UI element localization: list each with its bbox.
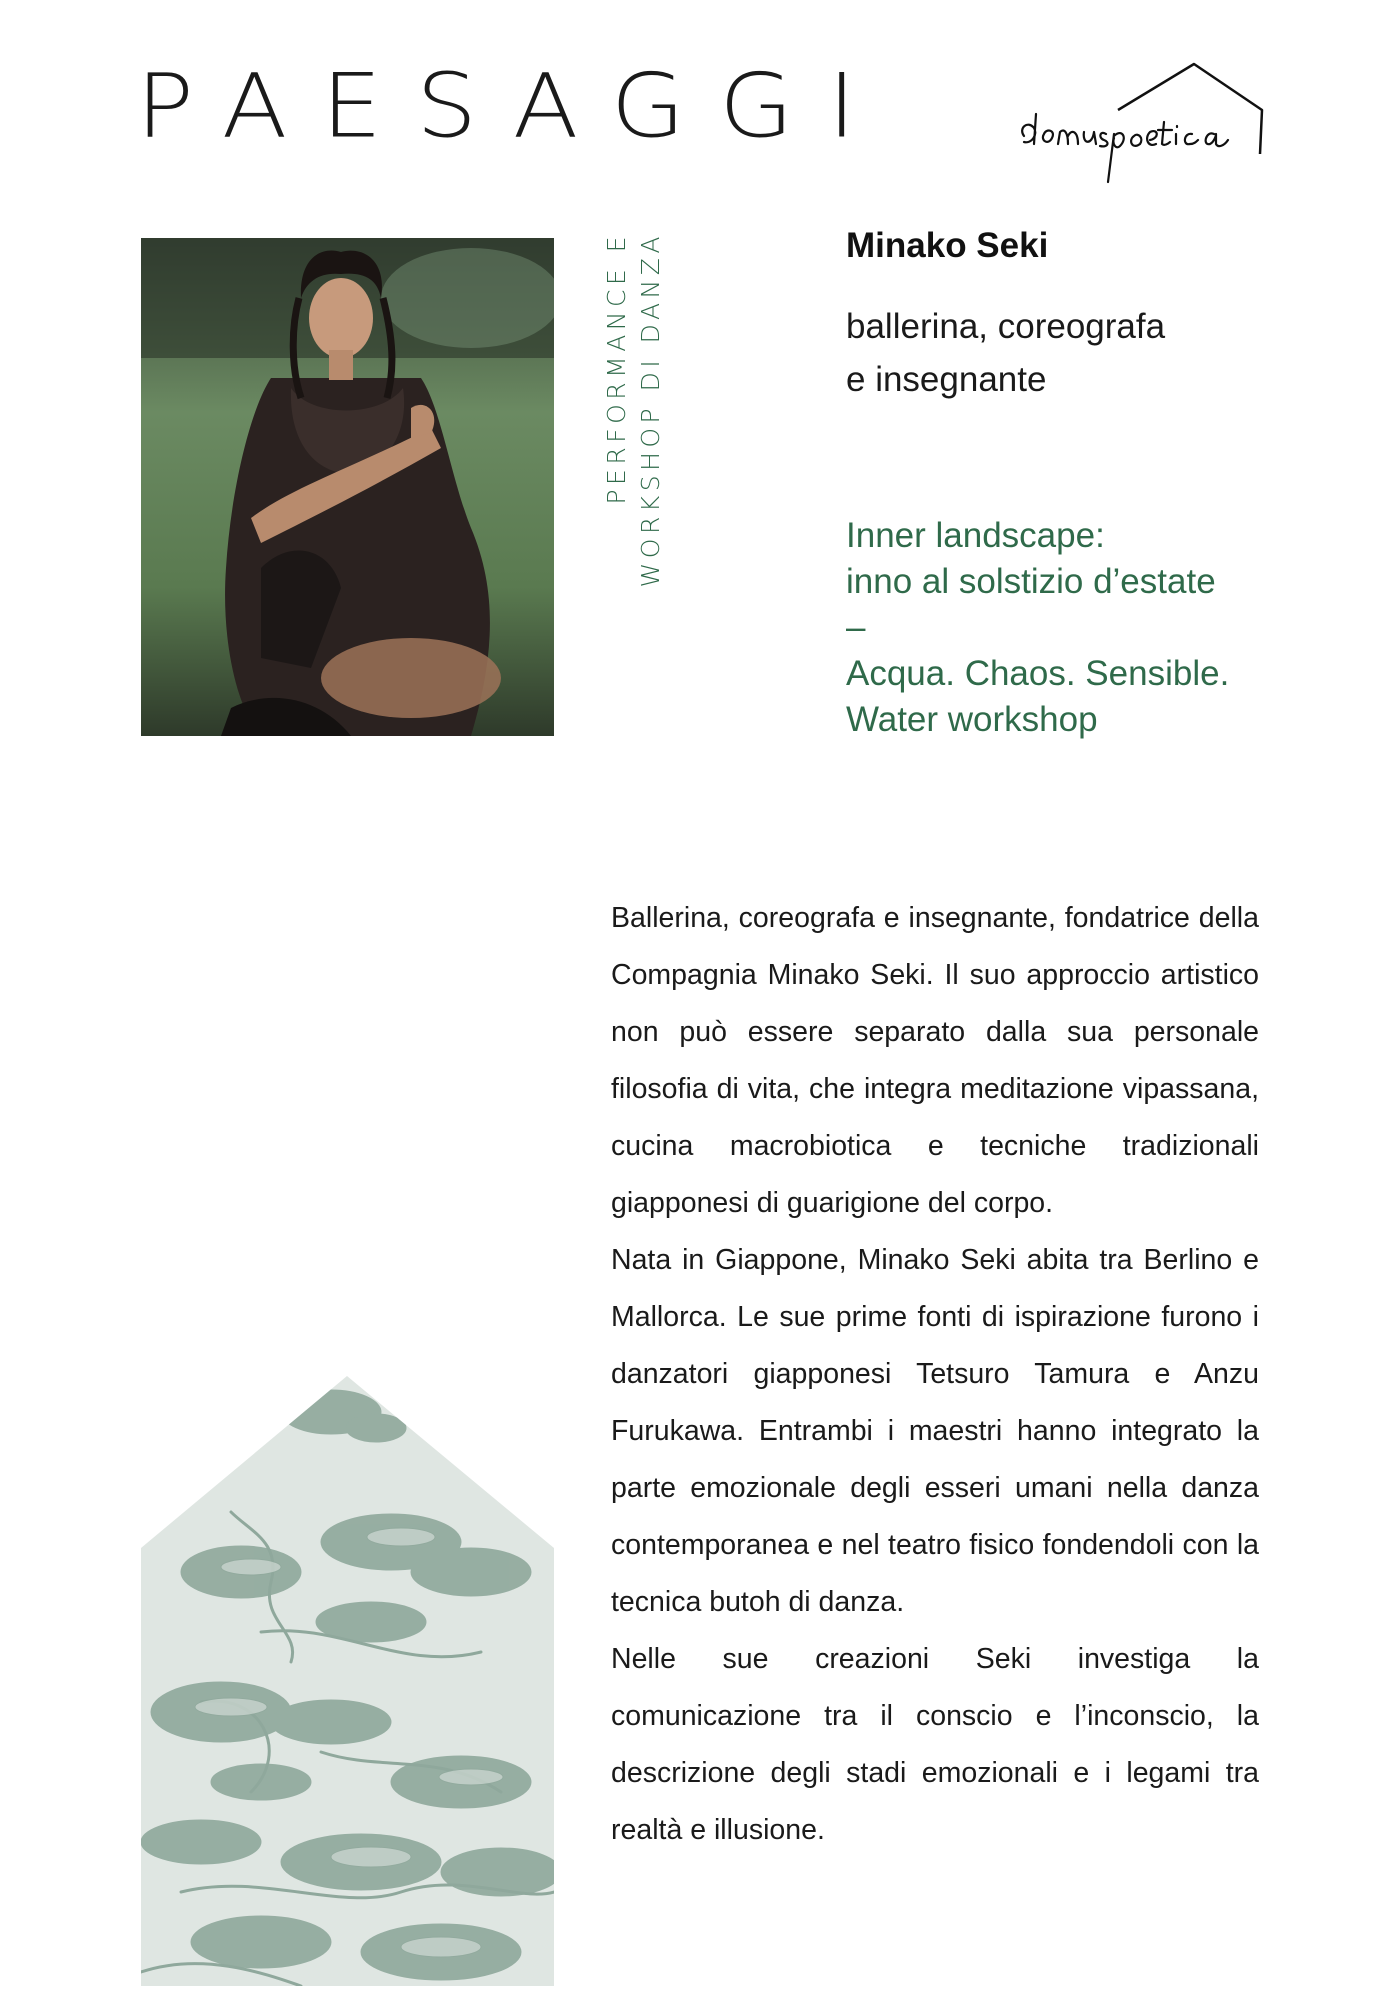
decorative-house-illustration <box>141 1372 554 1986</box>
artist-role-line-1: ballerina, coreografa <box>846 307 1166 346</box>
artist-role <box>846 300 1165 406</box>
domuspoetica-logo <box>1010 58 1270 188</box>
artist-name: Minako Seki <box>846 226 1049 265</box>
artist-photo <box>141 238 554 736</box>
program-line-2: inno al solstizio d’estate <box>846 562 1216 601</box>
page-title: PAESAGGI <box>136 54 890 158</box>
program-separator: – <box>846 608 866 647</box>
program-titles <box>846 513 1229 743</box>
bio-paragraph: Ballerina, coreografa e insegnante, fondatrice della Compagnia Minako Seki. Il suo approccio artistico non può essere separato dalla sua personale filosofia di vita, che integra meditazione vipassana, cucina macrobiotica e tecniche tradizionali giapponesi di guarigione del corpo. <box>611 902 1259 1219</box>
bio-paragraph: Nata in Giappone, Minako Seki abita tra Berlino e Mallorca. Le sue prime fonti di ispirazione furono i danzatori giapponesi Tetsuro Tamura e Anzu Furukawa. Entrambi i maestri hanno integrato la parte emozionale degli esseri umani nella danza contemporanea e nel teatro fisico fondendoli con la tecnica butoh di danza. <box>611 1244 1259 1618</box>
program-line-1: Inner landscape: <box>846 516 1105 555</box>
program-line-3: Acqua. Chaos. Sensible. <box>846 654 1230 693</box>
house-roof-icon <box>1010 58 1270 188</box>
event-type-line-2: WORKSHOP DI DANZA <box>636 232 665 588</box>
event-type-line-1: PERFORMANCE E <box>602 232 631 505</box>
artist-role-line-2: e insegnante <box>846 360 1047 399</box>
bio-paragraph: Nelle sue creazioni Seki investiga la comunicazione tra il conscio e l’inconscio, la descrizione degli stadi emozionali e i legami tra realtà e illusione. <box>611 1643 1259 1846</box>
event-type-label <box>600 232 670 612</box>
program-line-4: Water workshop <box>846 700 1098 739</box>
biography <box>611 890 1259 1859</box>
